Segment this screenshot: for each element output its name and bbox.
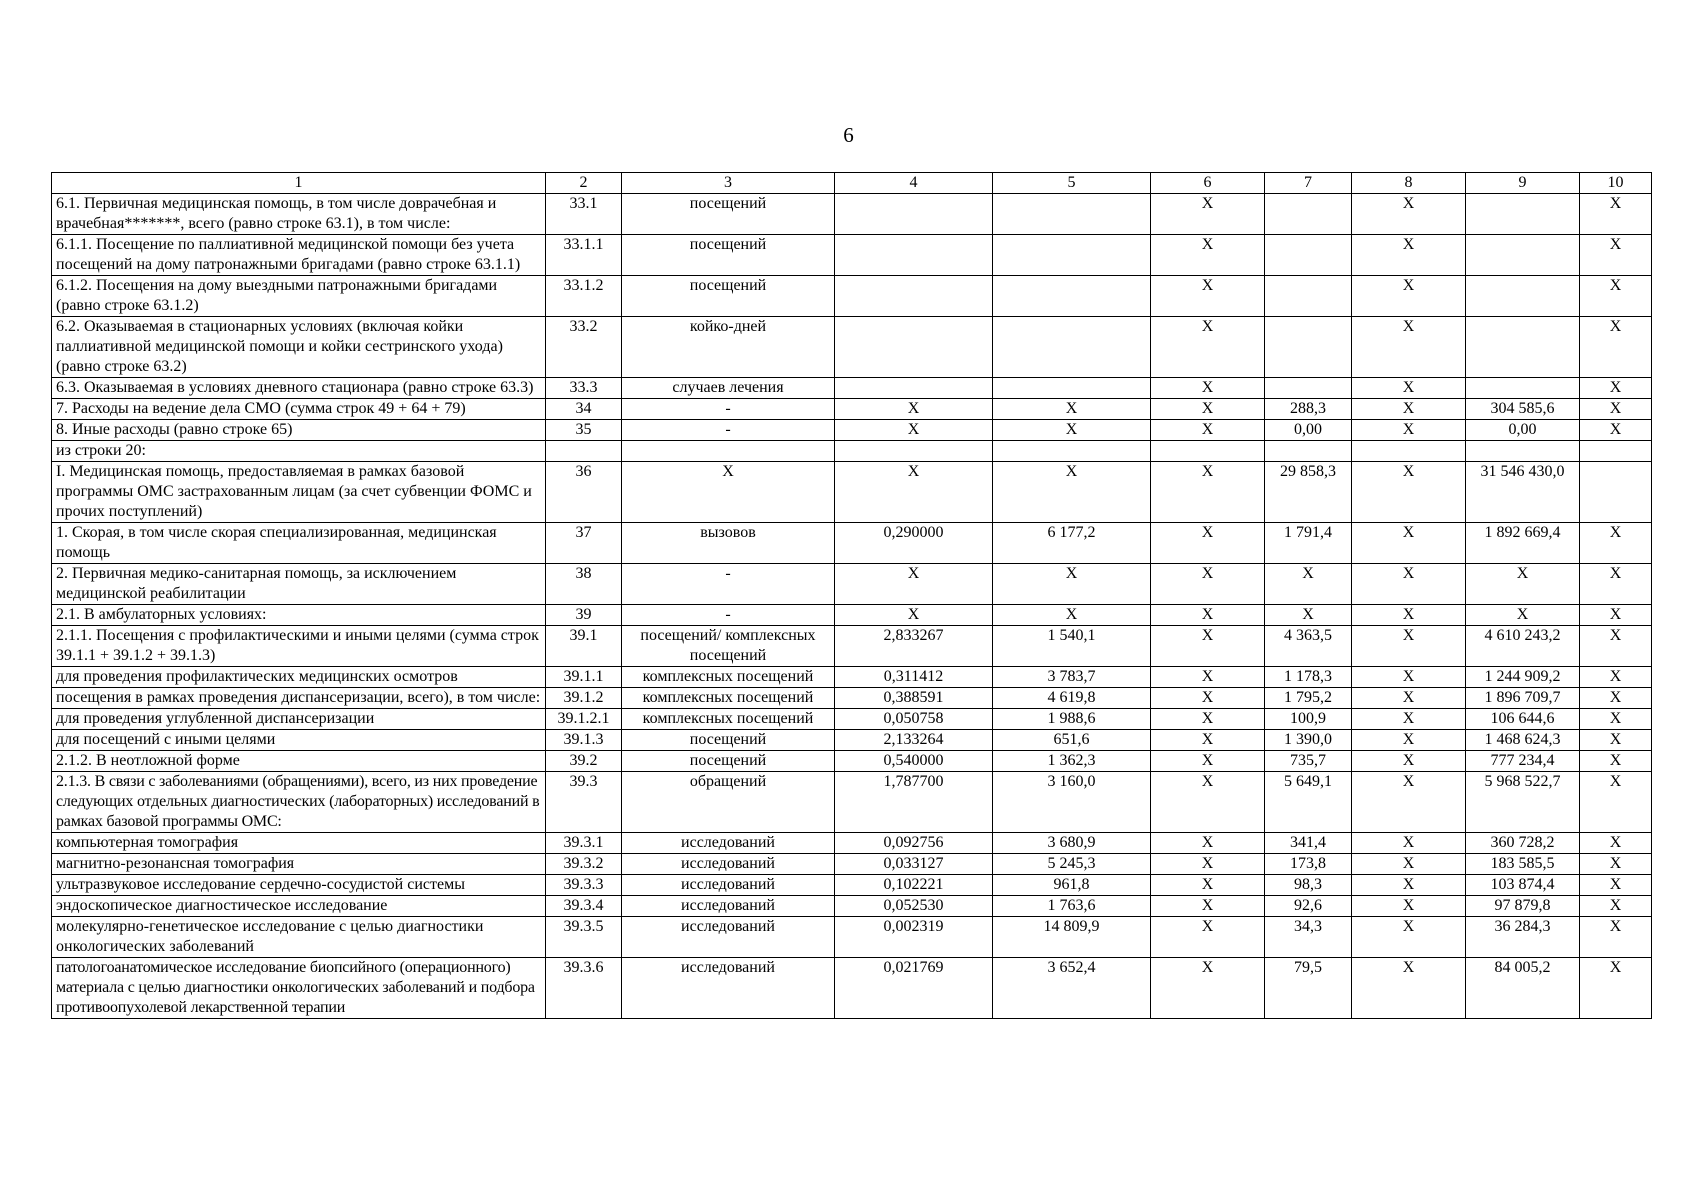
cell-col-1: 2.1. В амбулаторных условиях:: [52, 605, 546, 626]
cell-col-6: X: [1151, 896, 1265, 917]
cell-col-5: [993, 235, 1151, 276]
cell-col-3: вызовов: [622, 523, 835, 564]
cell-col-3: посещений: [622, 730, 835, 751]
cell-col-1: 2.1.2. В неотложной форме: [52, 751, 546, 772]
cell-col-7: X: [1265, 605, 1352, 626]
cell-col-9: 304 585,6: [1466, 399, 1580, 420]
cell-col-9: 360 728,2: [1466, 833, 1580, 854]
cell-col-9: 1 892 669,4: [1466, 523, 1580, 564]
cell-col-2: 39: [546, 605, 622, 626]
cell-col-9: [1466, 276, 1580, 317]
cell-col-6: X: [1151, 276, 1265, 317]
cell-col-9: X: [1466, 564, 1580, 605]
table-row: [52, 194, 1652, 235]
cell-col-4: X: [835, 399, 993, 420]
cell-col-9: 103 874,4: [1466, 875, 1580, 896]
cell-col-5: 651,6: [993, 730, 1151, 751]
cell-col-1: для посещений с иными целями: [52, 730, 546, 751]
cell-col-10: X: [1580, 917, 1652, 958]
page-number: 6: [843, 123, 854, 147]
cell-col-9: 84 005,2: [1466, 958, 1580, 1019]
cell-col-3: случаев лечения: [622, 378, 835, 399]
table-row: [52, 709, 1652, 730]
cell-col-6: X: [1151, 688, 1265, 709]
cell-col-2: 39.3.4: [546, 896, 622, 917]
cell-col-3: X: [622, 462, 835, 523]
cell-col-7: 100,9: [1265, 709, 1352, 730]
cell-col-10: X: [1580, 194, 1652, 235]
cell-col-7: 341,4: [1265, 833, 1352, 854]
cell-col-5: X: [993, 462, 1151, 523]
cell-col-8: X: [1352, 730, 1466, 751]
cell-col-10: [1580, 441, 1652, 462]
table-row: [52, 276, 1652, 317]
cell-col-8: X: [1352, 688, 1466, 709]
cell-col-4: [835, 317, 993, 378]
cell-col-8: X: [1352, 626, 1466, 667]
cell-col-6: X: [1151, 751, 1265, 772]
table-row: [52, 235, 1652, 276]
table-row: [52, 317, 1652, 378]
cell-col-10: X: [1580, 896, 1652, 917]
cell-col-1: для проведения профилактических медицинских осмотров: [52, 667, 546, 688]
cell-col-5: 961,8: [993, 875, 1151, 896]
cell-col-7: X: [1265, 564, 1352, 605]
cell-col-2: 39.3.2: [546, 854, 622, 875]
cell-col-5: 3 783,7: [993, 667, 1151, 688]
cell-col-8: X: [1352, 875, 1466, 896]
table-row: [52, 441, 1652, 462]
cell-col-2: 39.3.1: [546, 833, 622, 854]
cell-col-6: X: [1151, 833, 1265, 854]
cell-col-4: 0,050758: [835, 709, 993, 730]
cell-col-9: 36 284,3: [1466, 917, 1580, 958]
table-row: [52, 378, 1652, 399]
cell-col-10: X: [1580, 875, 1652, 896]
cell-col-6: X: [1151, 875, 1265, 896]
cell-col-8: X: [1352, 235, 1466, 276]
cell-col-3: посещений: [622, 194, 835, 235]
cell-col-10: X: [1580, 709, 1652, 730]
cell-col-8: X: [1352, 564, 1466, 605]
cell-col-7: 735,7: [1265, 751, 1352, 772]
table-row: [52, 523, 1652, 564]
cell-col-7: 1 795,2: [1265, 688, 1352, 709]
cell-col-2: 37: [546, 523, 622, 564]
cell-col-8: X: [1352, 854, 1466, 875]
cell-col-2: 39.2: [546, 751, 622, 772]
cell-col-3: исследований: [622, 833, 835, 854]
cell-col-1: I. Медицинская помощь, предоставляемая в рамках базовой программы ОМС застрахованным лицам (за счет субвенции ФОМС и прочих поступлений): [52, 462, 546, 523]
cell-col-8: X: [1352, 772, 1466, 833]
cell-col-1: 2.1.1. Посещения с профилактическими и иными целями (сумма строк 39.1.1 + 39.1.2 + 39.1.3): [52, 626, 546, 667]
table-row: [52, 833, 1652, 854]
cell-col-10: X: [1580, 688, 1652, 709]
cell-col-2: 39.3.3: [546, 875, 622, 896]
cell-col-4: 0,092756: [835, 833, 993, 854]
cell-col-7: 5 649,1: [1265, 772, 1352, 833]
cell-col-6: X: [1151, 854, 1265, 875]
cell-col-8: X: [1352, 523, 1466, 564]
cell-col-6: [1151, 441, 1265, 462]
cell-col-3: посещений: [622, 751, 835, 772]
cell-col-5: X: [993, 605, 1151, 626]
cell-col-4: 2,133264: [835, 730, 993, 751]
cell-col-3: посещений/ комплексных посещений: [622, 626, 835, 667]
cell-col-8: X: [1352, 605, 1466, 626]
cell-col-5: 1 362,3: [993, 751, 1151, 772]
cell-col-8: X: [1352, 917, 1466, 958]
cell-col-5: X: [993, 420, 1151, 441]
cell-col-4: X: [835, 564, 993, 605]
cell-col-6: X: [1151, 235, 1265, 276]
cell-col-1: 6.1.1. Посещение по паллиативной медицинской помощи без учета посещений на дому патронажными бригадами (равно строке 63.1.1): [52, 235, 546, 276]
cell-col-4: 0,021769: [835, 958, 993, 1019]
cell-col-9: 31 546 430,0: [1466, 462, 1580, 523]
cell-col-4: [835, 441, 993, 462]
cell-col-1: 2.1.3. В связи с заболеваниями (обращениями), всего, из них проведение следующих отдельных диагностических (лабораторных) исследований в рамках базовой программы ОМС:: [52, 772, 546, 833]
cell-col-5: X: [993, 564, 1151, 605]
cell-col-5: 1 763,6: [993, 896, 1151, 917]
cell-col-4: 0,102221: [835, 875, 993, 896]
cell-col-1: для проведения углубленной диспансеризации: [52, 709, 546, 730]
cell-col-10: X: [1580, 626, 1652, 667]
cell-col-5: 4 619,8: [993, 688, 1151, 709]
cell-col-1: молекулярно-генетическое исследование с целью диагностики онкологических заболеваний: [52, 917, 546, 958]
cell-col-7: 1 390,0: [1265, 730, 1352, 751]
cell-col-10: X: [1580, 564, 1652, 605]
cell-col-8: X: [1352, 751, 1466, 772]
cell-col-8: X: [1352, 194, 1466, 235]
column-header-8: 8: [1352, 173, 1466, 194]
table-row: [52, 462, 1652, 523]
cell-col-4: X: [835, 605, 993, 626]
cell-col-1: эндоскопическое диагностическое исследование: [52, 896, 546, 917]
cell-col-1: из строки 20:: [52, 441, 546, 462]
cell-col-5: 3 160,0: [993, 772, 1151, 833]
cell-col-8: X: [1352, 317, 1466, 378]
cell-col-10: X: [1580, 958, 1652, 1019]
cell-col-7: [1265, 194, 1352, 235]
cell-col-6: X: [1151, 378, 1265, 399]
cell-col-5: 5 245,3: [993, 854, 1151, 875]
cell-col-10: X: [1580, 399, 1652, 420]
cell-col-2: [546, 441, 622, 462]
cell-col-10: X: [1580, 378, 1652, 399]
table-row: [52, 896, 1652, 917]
cell-col-6: X: [1151, 523, 1265, 564]
cell-col-3: исследований: [622, 958, 835, 1019]
cell-col-3: исследований: [622, 854, 835, 875]
cell-col-8: X: [1352, 709, 1466, 730]
table-row: [52, 958, 1652, 1019]
cell-col-6: X: [1151, 317, 1265, 378]
cell-col-1: компьютерная томография: [52, 833, 546, 854]
cell-col-4: 0,052530: [835, 896, 993, 917]
cell-col-10: X: [1580, 667, 1652, 688]
table-row: [52, 420, 1652, 441]
cell-col-4: 0,540000: [835, 751, 993, 772]
cell-col-9: [1466, 317, 1580, 378]
column-header-4: 4: [835, 173, 993, 194]
column-header-6: 6: [1151, 173, 1265, 194]
cell-col-6: X: [1151, 730, 1265, 751]
cell-col-10: X: [1580, 235, 1652, 276]
table-row: [52, 688, 1652, 709]
cell-col-5: 1 540,1: [993, 626, 1151, 667]
column-header-7: 7: [1265, 173, 1352, 194]
cell-col-2: 34: [546, 399, 622, 420]
cell-col-9: 1 896 709,7: [1466, 688, 1580, 709]
cell-col-4: 0,311412: [835, 667, 993, 688]
cell-col-8: X: [1352, 958, 1466, 1019]
cell-col-6: X: [1151, 605, 1265, 626]
table-row: [52, 667, 1652, 688]
column-header-3: 3: [622, 173, 835, 194]
cell-col-5: X: [993, 399, 1151, 420]
cell-col-3: -: [622, 399, 835, 420]
cell-col-1: 6.1. Первичная медицинская помощь, в том числе доврачебная и врачебная*******, всего (равно строке 63.1), в том числе:: [52, 194, 546, 235]
cell-col-5: [993, 317, 1151, 378]
cell-col-10: X: [1580, 317, 1652, 378]
table-body: [52, 194, 1652, 1019]
cell-col-8: X: [1352, 667, 1466, 688]
cell-col-4: X: [835, 462, 993, 523]
cell-col-9: 183 585,5: [1466, 854, 1580, 875]
cell-col-4: [835, 378, 993, 399]
cell-col-5: [993, 276, 1151, 317]
cell-col-7: 98,3: [1265, 875, 1352, 896]
cell-col-4: 1,787700: [835, 772, 993, 833]
cell-col-10: X: [1580, 833, 1652, 854]
cell-col-8: X: [1352, 276, 1466, 317]
cell-col-3: койко-дней: [622, 317, 835, 378]
cell-col-2: 35: [546, 420, 622, 441]
cell-col-3: -: [622, 420, 835, 441]
cell-col-9: X: [1466, 605, 1580, 626]
cell-col-3: посещений: [622, 276, 835, 317]
cell-col-7: [1265, 378, 1352, 399]
cell-col-2: 39.3: [546, 772, 622, 833]
cell-col-10: X: [1580, 730, 1652, 751]
cell-col-3: [622, 441, 835, 462]
table-row: [52, 751, 1652, 772]
cell-col-7: 1 178,3: [1265, 667, 1352, 688]
data-table: [51, 172, 1652, 1019]
cell-col-1: 2. Первичная медико-санитарная помощь, за исключением медицинской реабилитации: [52, 564, 546, 605]
cell-col-3: комплексных посещений: [622, 688, 835, 709]
cell-col-8: X: [1352, 833, 1466, 854]
cell-col-2: 39.1: [546, 626, 622, 667]
cell-col-10: X: [1580, 523, 1652, 564]
cell-col-2: 39.1.2.1: [546, 709, 622, 730]
cell-col-10: X: [1580, 605, 1652, 626]
column-header-2: 2: [546, 173, 622, 194]
cell-col-2: 39.1.3: [546, 730, 622, 751]
cell-col-7: [1265, 317, 1352, 378]
cell-col-9: 4 610 243,2: [1466, 626, 1580, 667]
cell-col-7: 288,3: [1265, 399, 1352, 420]
cell-col-4: [835, 194, 993, 235]
cell-col-5: 14 809,9: [993, 917, 1151, 958]
cell-col-1: 8. Иные расходы (равно строке 65): [52, 420, 546, 441]
cell-col-6: X: [1151, 564, 1265, 605]
cell-col-2: 33.1.1: [546, 235, 622, 276]
cell-col-4: 0,388591: [835, 688, 993, 709]
column-header-10: 10: [1580, 173, 1652, 194]
table-row: [52, 875, 1652, 896]
cell-col-7: 173,8: [1265, 854, 1352, 875]
cell-col-1: 7. Расходы на ведение дела СМО (сумма строк 49 + 64 + 79): [52, 399, 546, 420]
cell-col-4: 2,833267: [835, 626, 993, 667]
table-row: [52, 854, 1652, 875]
cell-col-3: посещений: [622, 235, 835, 276]
cell-col-7: 29 858,3: [1265, 462, 1352, 523]
table-row: [52, 772, 1652, 833]
cell-col-3: обращений: [622, 772, 835, 833]
cell-col-3: -: [622, 564, 835, 605]
cell-col-5: 6 177,2: [993, 523, 1151, 564]
cell-col-3: комплексных посещений: [622, 667, 835, 688]
cell-col-1: 6.1.2. Посещения на дому выездными патронажными бригадами (равно строке 63.1.2): [52, 276, 546, 317]
cell-col-2: 38: [546, 564, 622, 605]
cell-col-5: [993, 378, 1151, 399]
cell-col-10: X: [1580, 854, 1652, 875]
cell-col-1: 6.2. Оказываемая в стационарных условиях (включая койки паллиативной медицинской помощи и койки сестринского ухода) (равно строке 63.2): [52, 317, 546, 378]
cell-col-1: магнитно-резонансная томография: [52, 854, 546, 875]
cell-col-6: X: [1151, 462, 1265, 523]
cell-col-9: [1466, 441, 1580, 462]
cell-col-6: X: [1151, 194, 1265, 235]
cell-col-10: X: [1580, 420, 1652, 441]
cell-col-9: 1 244 909,2: [1466, 667, 1580, 688]
cell-col-2: 33.3: [546, 378, 622, 399]
table-row: [52, 605, 1652, 626]
cell-col-4: 0,002319: [835, 917, 993, 958]
cell-col-3: исследований: [622, 896, 835, 917]
cell-col-5: 1 988,6: [993, 709, 1151, 730]
cell-col-2: 33.2: [546, 317, 622, 378]
cell-col-6: X: [1151, 917, 1265, 958]
cell-col-3: -: [622, 605, 835, 626]
cell-col-6: X: [1151, 958, 1265, 1019]
cell-col-4: [835, 276, 993, 317]
cell-col-4: 0,033127: [835, 854, 993, 875]
cell-col-9: 97 879,8: [1466, 896, 1580, 917]
column-header-1: 1: [52, 173, 546, 194]
cell-col-2: 33.1: [546, 194, 622, 235]
cell-col-2: 39.1.2: [546, 688, 622, 709]
cell-col-8: X: [1352, 399, 1466, 420]
cell-col-7: 1 791,4: [1265, 523, 1352, 564]
table-row: [52, 564, 1652, 605]
cell-col-9: 777 234,4: [1466, 751, 1580, 772]
cell-col-8: X: [1352, 462, 1466, 523]
cell-col-4: X: [835, 420, 993, 441]
cell-col-2: 39.3.5: [546, 917, 622, 958]
cell-col-6: X: [1151, 667, 1265, 688]
cell-col-2: 36: [546, 462, 622, 523]
cell-col-1: 1. Скорая, в том числе скорая специализированная, медицинская помощь: [52, 523, 546, 564]
header-row: [52, 173, 1652, 194]
cell-col-10: X: [1580, 772, 1652, 833]
cell-col-1: ультразвуковое исследование сердечно-сосудистой системы: [52, 875, 546, 896]
cell-col-8: X: [1352, 378, 1466, 399]
cell-col-9: [1466, 235, 1580, 276]
cell-col-8: X: [1352, 420, 1466, 441]
cell-col-9: [1466, 194, 1580, 235]
column-header-9: 9: [1466, 173, 1580, 194]
cell-col-1: 6.3. Оказываемая в условиях дневного стационара (равно строке 63.3): [52, 378, 546, 399]
table-row: [52, 730, 1652, 751]
table-row: [52, 917, 1652, 958]
cell-col-7: 0,00: [1265, 420, 1352, 441]
cell-col-2: 33.1.2: [546, 276, 622, 317]
column-header-5: 5: [993, 173, 1151, 194]
cell-col-5: [993, 194, 1151, 235]
cell-col-9: [1466, 378, 1580, 399]
cell-col-7: 92,6: [1265, 896, 1352, 917]
table-row: [52, 399, 1652, 420]
cell-col-6: X: [1151, 420, 1265, 441]
cell-col-7: 79,5: [1265, 958, 1352, 1019]
cell-col-4: [835, 235, 993, 276]
cell-col-10: [1580, 462, 1652, 523]
cell-col-10: X: [1580, 276, 1652, 317]
cell-col-5: 3 680,9: [993, 833, 1151, 854]
cell-col-1: посещения в рамках проведения диспансеризации, всего), в том числе:: [52, 688, 546, 709]
cell-col-6: X: [1151, 399, 1265, 420]
cell-col-2: 39.3.6: [546, 958, 622, 1019]
cell-col-7: [1265, 276, 1352, 317]
cell-col-8: [1352, 441, 1466, 462]
cell-col-5: 3 652,4: [993, 958, 1151, 1019]
cell-col-3: комплексных посещений: [622, 709, 835, 730]
cell-col-3: исследований: [622, 875, 835, 896]
table-row: [52, 626, 1652, 667]
cell-col-10: X: [1580, 751, 1652, 772]
cell-col-7: 34,3: [1265, 917, 1352, 958]
cell-col-4: 0,290000: [835, 523, 993, 564]
cell-col-9: 106 644,6: [1466, 709, 1580, 730]
cell-col-7: 4 363,5: [1265, 626, 1352, 667]
cell-col-6: X: [1151, 772, 1265, 833]
cell-col-9: 5 968 522,7: [1466, 772, 1580, 833]
cell-col-2: 39.1.1: [546, 667, 622, 688]
cell-col-7: [1265, 441, 1352, 462]
cell-col-9: 1 468 624,3: [1466, 730, 1580, 751]
cell-col-8: X: [1352, 896, 1466, 917]
cell-col-7: [1265, 235, 1352, 276]
cell-col-6: X: [1151, 626, 1265, 667]
cell-col-5: [993, 441, 1151, 462]
cell-col-1: патологоанатомическое исследование биопсийного (операционного) материала с целью диагностики онкологических заболеваний и подбора противоопухолевой лекарственной терапии: [52, 958, 546, 1019]
cell-col-6: X: [1151, 709, 1265, 730]
cell-col-9: 0,00: [1466, 420, 1580, 441]
cell-col-3: исследований: [622, 917, 835, 958]
